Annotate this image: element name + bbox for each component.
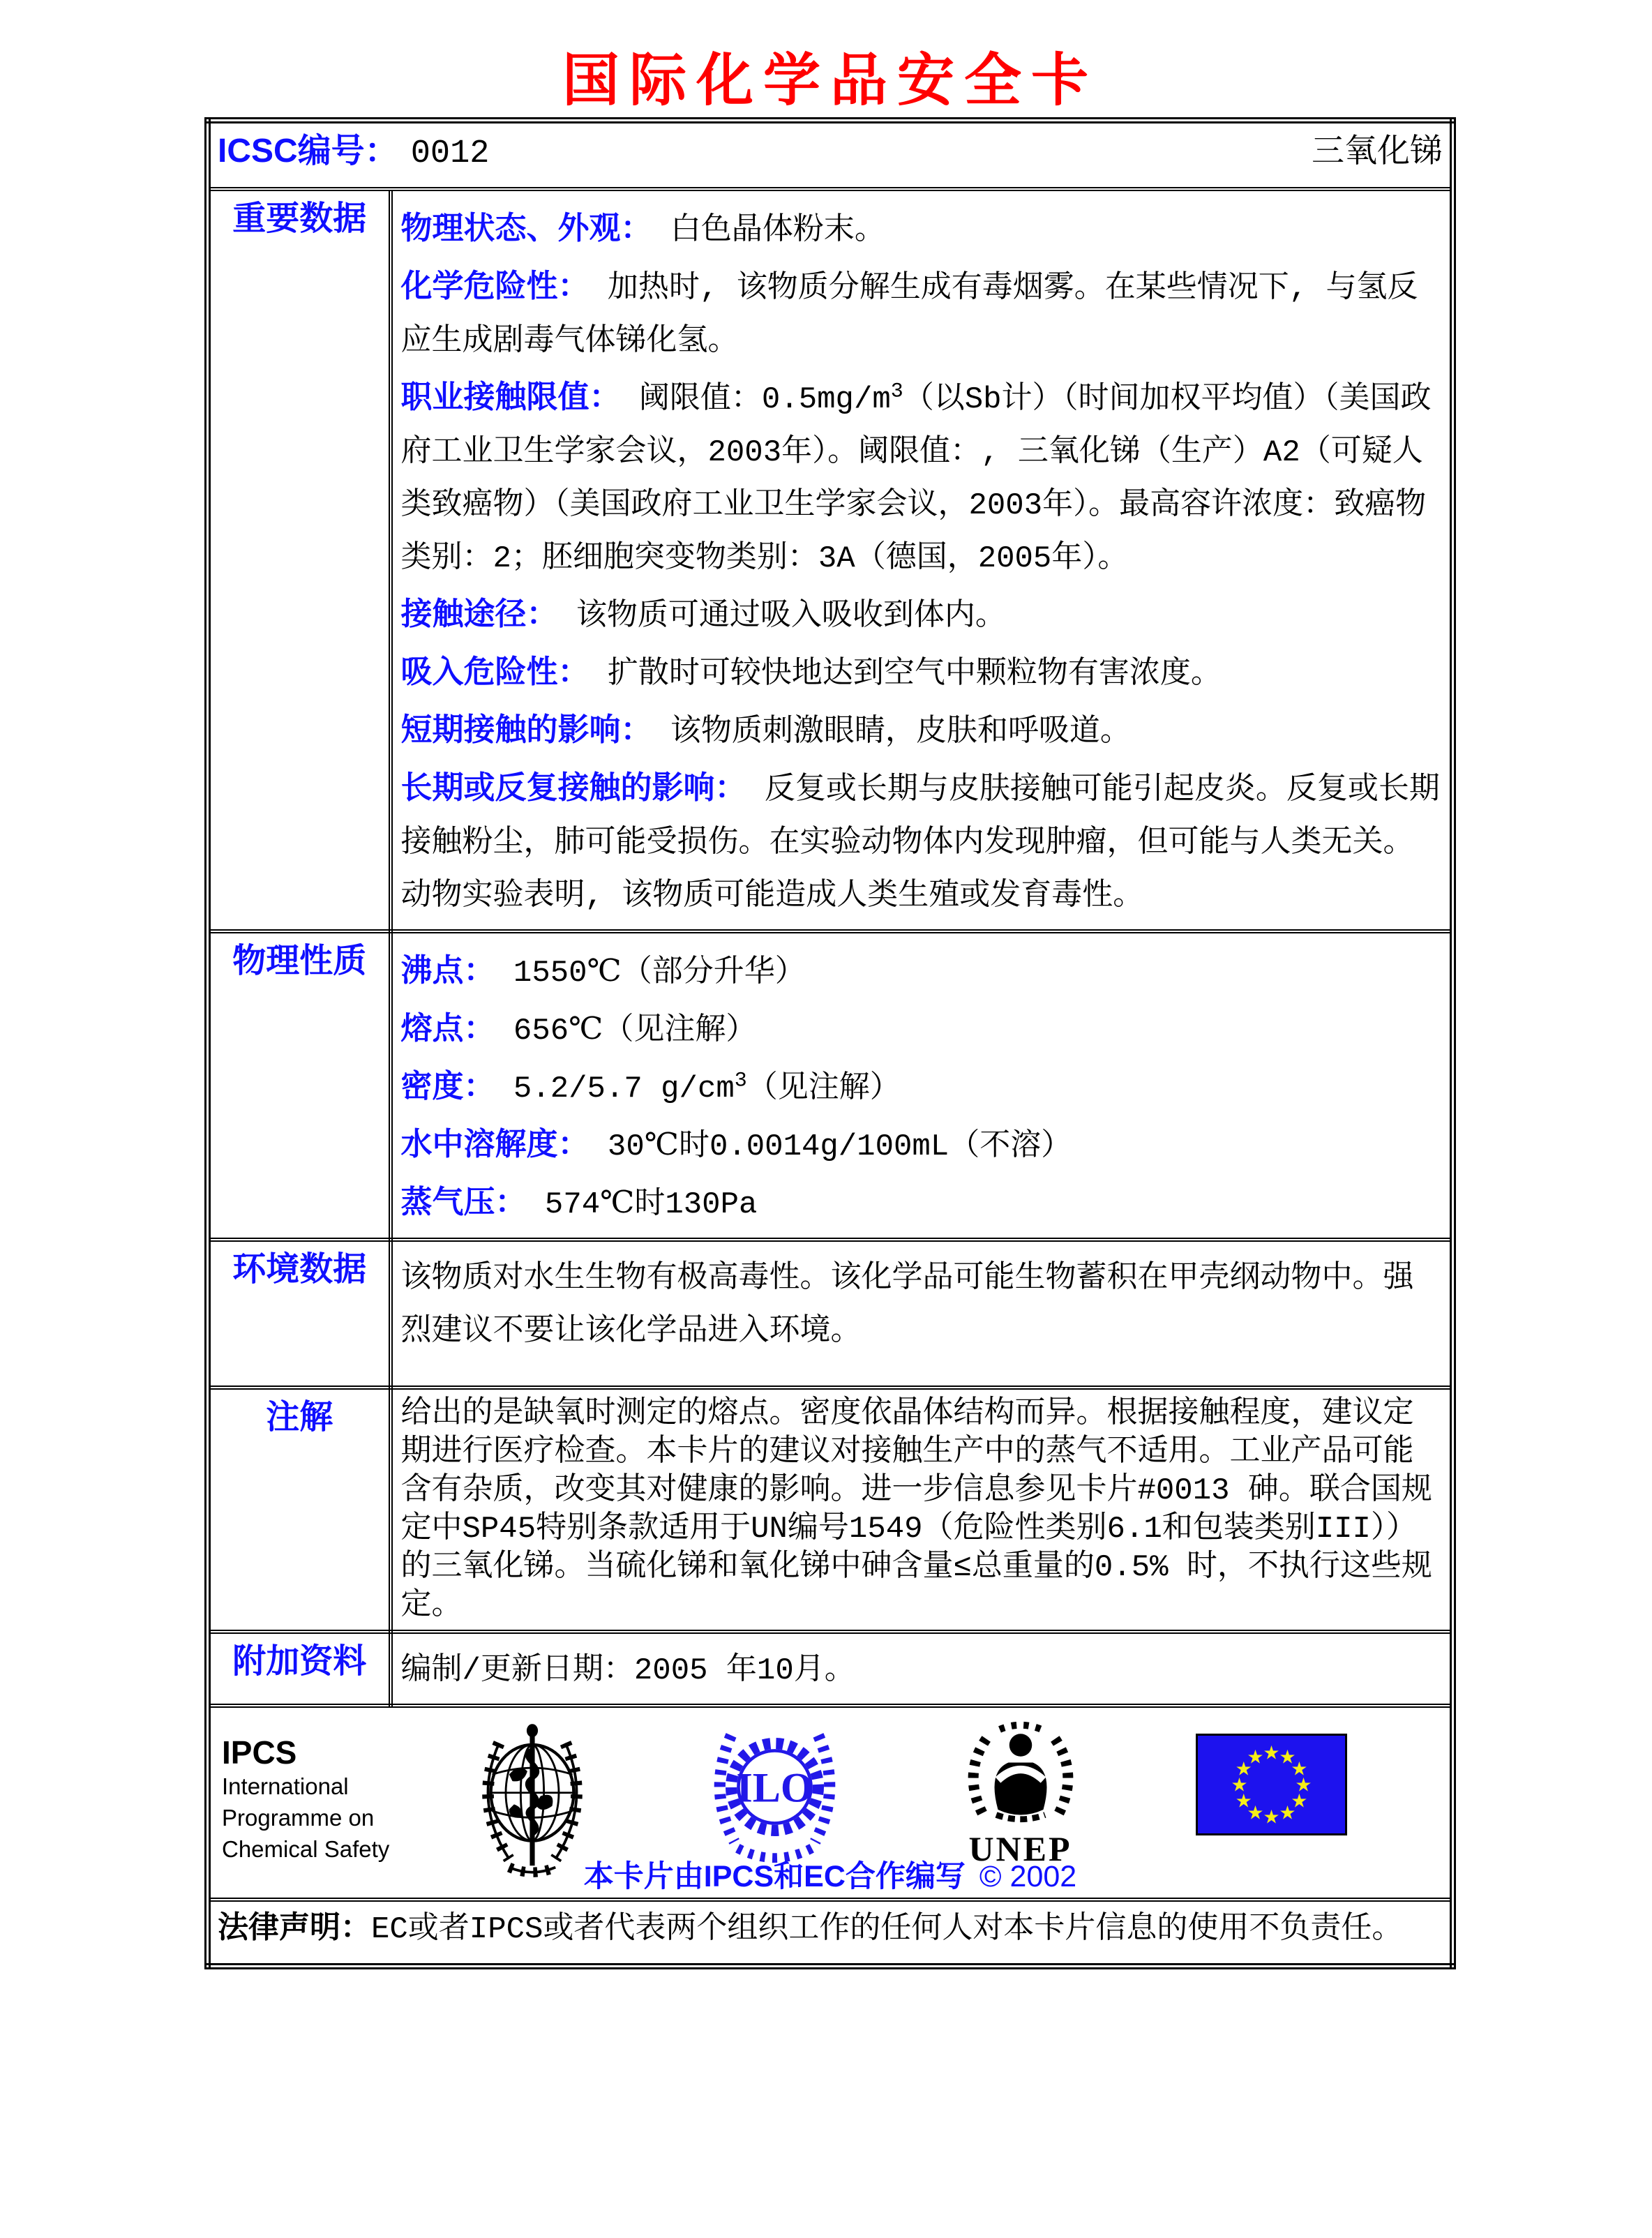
svg-text:★: ★ — [1291, 1790, 1308, 1812]
section-row-important — [208, 189, 1453, 931]
section-label-physical: 物理性质 — [208, 931, 391, 1240]
section-row-notes — [208, 1388, 1453, 1632]
field-label: 蒸气压： — [400, 1183, 527, 1219]
field-label: 熔点： — [400, 1009, 495, 1046]
field-label: 沸点： — [400, 952, 495, 988]
section-content-additional — [391, 1632, 1453, 1706]
field-paragraph: 职业接触限值： 阈限值：$0.5mg/m^3$（以Sb计）（时间加权平均值）（美国政府工业卫生学家会议，2003年）。阈限值：, 三氧化锑（生产）A2（可疑人类致癌物）（美国政府工业卫生学家会议，2003年）。最高容许浓度：致癌物类别：2；胚细胞突变物类别：3A（德国，2005年）。 — [400, 378, 1432, 576]
field-paragraph: 长期或反复接触的影响： 反复或长期与皮肤接触可能引起皮炎。反复或长期接触粉尘，肺可能受损伤。在实验动物体内发现肿瘤，但可能与人类无关。动物实验表明, 该物质可能造成人类生殖或发育毒性。 — [400, 769, 1440, 914]
legal-cell — [208, 1900, 1453, 1967]
field-label: 化学危险性： — [400, 267, 590, 303]
field-label: 水中溶解度： — [400, 1125, 590, 1162]
field-label: 长期或反复接触的影响： — [400, 769, 746, 805]
section-content-physical — [391, 931, 1453, 1240]
svg-text:★: ★ — [1263, 1806, 1280, 1828]
field-paragraph: 给出的是缺氧时测定的熔点。密度依晶体结构而异。根据接触程度，建议定期进行医疗检查。本卡片的建议对接触生产中的蒸气不适用。工业产品可能含有杂质，改变其对健康的影响。进一步信息参见卡片#0013 砷。联合国规定中SP45特别条款适用于UN编号1549（危险性类别6.1和包装类别III））的三氧化锑。当硫化锑和氧化锑中砷含量≤总重量的0.5% 时，不执行这些规定。 — [400, 1396, 1432, 1623]
section-label-additional: 附加资料 — [208, 1632, 391, 1706]
field-paragraph: 短期接触的影响： 该物质刺激眼睛，皮肤和呼吸道。 — [400, 711, 1131, 750]
svg-text:★: ★ — [1231, 1774, 1248, 1796]
field-paragraph: 该物质对水生生物有极高毒性。该化学品可能生物蓄积在甲壳纲动物中。强烈建议不要让该化学品进入环境。 — [400, 1261, 1414, 1349]
collaboration-text: 本卡片由IPCS和EC合作编写 — [583, 1859, 966, 1893]
field-label: 短期接触的影响： — [400, 711, 652, 747]
field-paragraph: 沸点： 1550℃（部分升华） — [400, 952, 806, 991]
svg-text:★: ★ — [1235, 1758, 1252, 1780]
svg-text:★: ★ — [1279, 1801, 1296, 1824]
legal-notice-label: 法律声明： — [218, 1909, 371, 1944]
legal-notice-text: EC或者IPCS或者代表两个组织工作的任何人对本卡片信息的使用不负责任。 — [371, 1912, 1403, 1947]
unep-logo-block — [956, 1719, 1085, 1869]
field-paragraph: 密度： 5.2/5.7 $g/cm^3$（见注解） — [400, 1067, 901, 1106]
icsc-card-table — [204, 117, 1456, 1969]
field-paragraph: 接触途径： 该物质可通过吸入吸收到体内。 — [400, 595, 1006, 634]
chemical-name: 三氧化锑 — [1312, 133, 1443, 170]
ipcs-line-2: Programme on — [222, 1804, 375, 1831]
field-label: 密度： — [400, 1067, 495, 1104]
svg-text:★: ★ — [1247, 1746, 1264, 1768]
svg-text:★: ★ — [1235, 1790, 1252, 1812]
section-content-notes — [391, 1388, 1453, 1632]
ipcs-line-3: Chemical Safety — [222, 1835, 390, 1862]
ilo-letters: ILO — [736, 1764, 813, 1811]
field-paragraph: 蒸气压： 574℃时130Pa — [400, 1183, 758, 1222]
field-paragraph: 熔点： 656℃（见注解） — [400, 1009, 757, 1049]
section-row-physical — [208, 931, 1453, 1240]
section-row-environment — [208, 1240, 1453, 1388]
field-paragraph: 物理状态、外观： 白色晶体粉末。 — [400, 209, 885, 248]
header-row — [208, 121, 1453, 189]
ipcs-line-1: International — [222, 1773, 349, 1799]
icsc-number-group — [218, 123, 490, 172]
header-cell — [208, 121, 1453, 189]
field-label: 吸入危险性： — [400, 653, 590, 689]
field-label: 接触途径： — [400, 595, 558, 631]
section-label-notes: 注解 — [208, 1388, 391, 1632]
field-label: 职业接触限值： — [400, 378, 621, 414]
svg-text:★: ★ — [1263, 1742, 1280, 1764]
icsc-number-value: 0012 — [410, 135, 490, 172]
unep-caption: UNEP — [968, 1828, 1072, 1868]
legal-row — [208, 1900, 1453, 1967]
copyright: © 2002 — [979, 1859, 1077, 1893]
sections-container — [208, 189, 1453, 1706]
logos-cell — [208, 1706, 1453, 1900]
field-label: 物理状态、外观： — [400, 209, 652, 246]
svg-text:★: ★ — [1291, 1758, 1308, 1780]
section-content-environment — [391, 1240, 1453, 1388]
unep-logo-icon — [958, 1719, 1083, 1824]
header-content — [218, 123, 1443, 172]
svg-text:★: ★ — [1279, 1746, 1296, 1768]
icsc-number-label: ICSC编号： — [218, 133, 398, 170]
field-paragraph: 吸入危险性： 扩散时可较快地达到空气中颗粒物有害浓度。 — [400, 653, 1222, 692]
page-title: 国际化学品安全卡 — [562, 49, 1098, 112]
field-paragraph: 水中溶解度： 30℃时0.0014g/100mL（不溶） — [400, 1125, 1072, 1164]
ilo-logo-icon — [710, 1719, 839, 1871]
field-paragraph: 化学危险性： 加热时, 该物质分解生成有毒烟雾。在某些情况下, 与氢反应生成剧毒气体锑化氢。 — [400, 267, 1418, 359]
ipcs-text-block — [222, 1734, 389, 1865]
section-content-important — [391, 189, 1453, 931]
collaboration-note — [211, 1853, 1450, 1895]
field-paragraph: 编制/更新日期：2005 年10月。 — [400, 1653, 855, 1688]
eu-flag-icon — [1196, 1734, 1347, 1835]
logos-row — [208, 1706, 1453, 1900]
section-row-additional — [208, 1632, 1453, 1706]
svg-text:★: ★ — [1247, 1801, 1264, 1824]
svg-text:★: ★ — [1295, 1774, 1312, 1796]
section-label-environment: 环境数据 — [208, 1240, 391, 1388]
section-label-important: 重要数据 — [208, 189, 391, 931]
ipcs-acronym: IPCS — [222, 1734, 297, 1771]
